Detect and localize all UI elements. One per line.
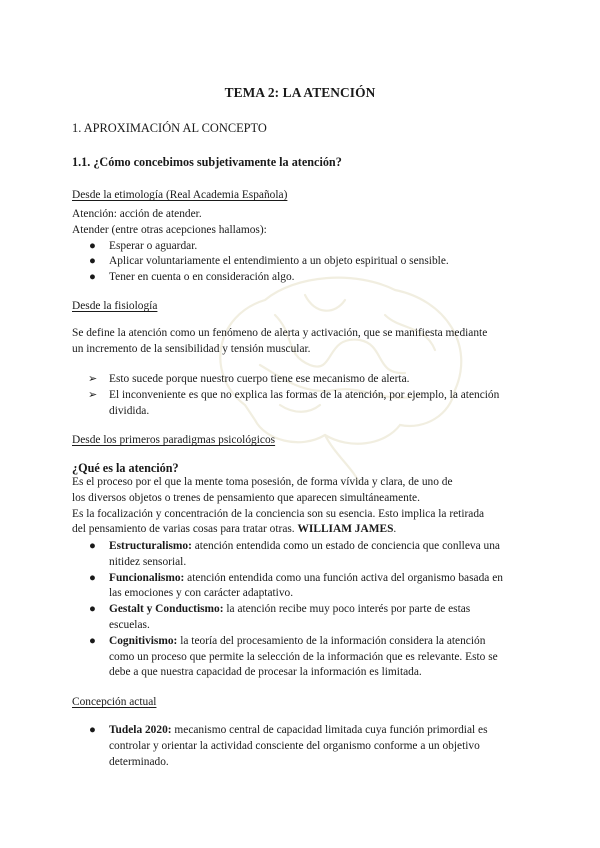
paragraph-line: Es la focalización y concentración de la conciencia son su esencia. Esto implica la retirada [72, 507, 485, 520]
etimologia-block [72, 207, 528, 286]
paradigmas-bullet-list [72, 539, 528, 681]
list-item [72, 602, 528, 634]
document-title: TEMA 2: LA ATENCIÓN [224, 85, 376, 100]
list-item-term: Cognitivismo: [109, 634, 178, 647]
paradigmas-paragraph [72, 475, 528, 538]
list-item-text: las emociones y con carácter adaptativo. [109, 587, 294, 600]
bullet-icon: ● [89, 239, 96, 252]
list-item-text: Aplicar voluntariamente el entendimiento a un objeto espiritual o sensible. [109, 255, 449, 268]
list-item-text: El inconveniente es que no explica las formas de la atención, por ejemplo, la atención [109, 388, 500, 401]
bullet-icon: ● [89, 603, 96, 616]
paragraph-line: Es el proceso por el que la mente toma posesión, de forma vívida y clara, de uno de [72, 476, 453, 488]
fisiologia-arrow-list [72, 372, 528, 419]
bullet-icon: ● [89, 634, 96, 647]
bullet-icon: ● [89, 571, 96, 584]
paragraph-line: los diversos objetos o trenes de pensamiento que aparecen simultáneamente. [72, 491, 420, 504]
section-heading: 1. APROXIMACIÓN AL CONCEPTO [72, 121, 267, 135]
bullet-icon: ● [89, 271, 96, 284]
paragraph-text: del pensamiento de varias cosas para tratar otras. [72, 523, 295, 536]
list-item-text: Esto sucede porque nuestro cuerpo tiene ese mecanismo de alerta. [109, 373, 410, 385]
list-item-term: Funcionalismo: [109, 571, 185, 584]
list-item-text: Tener en cuenta o en consideración algo. [109, 271, 295, 284]
bullet-list [72, 239, 528, 286]
fisiologia-paragraph [72, 326, 528, 358]
list-item-text: controlar y orientar la actividad consciente del organismo conforme a un objetivo [109, 739, 480, 752]
list-item-text: Esperar o aguardar. [109, 239, 198, 252]
fisiologia-heading: Desde la fisiología [72, 300, 158, 312]
list-item-text: atención entendida como un estado de conciencia que conlleva una [191, 540, 500, 552]
list-item-text: escuelas. [109, 618, 150, 631]
list-item [72, 539, 528, 571]
list-item-text: nitidez sensorial. [109, 555, 187, 568]
list-item [72, 571, 528, 603]
list-item [72, 723, 528, 770]
list-item-text: mecanismo central de capacidad limitada cuya función primordial es [171, 724, 488, 736]
etimologia-heading: Desde la etimología (Real Academia Española) [72, 189, 288, 201]
paradigmas-heading: Desde los primeros paradigmas psicológicos [72, 434, 276, 446]
list-item [72, 634, 528, 681]
list-item-text: dividida. [109, 404, 150, 417]
bullet-icon: ● [89, 540, 96, 552]
list-item-text: atención entendida como una función activa del organismo basada en [184, 571, 503, 584]
list-item [72, 254, 528, 270]
paragraph-line [72, 522, 528, 538]
author-suffix: . [393, 523, 397, 536]
list-item-text: la teoría del procesamiento de la información considera la atención [177, 634, 486, 647]
brain-watermark-icon [185, 255, 485, 485]
actual-bullet-list [72, 723, 528, 770]
bullet-icon: ● [89, 255, 96, 268]
list-item-text: debe a que nuestra capacidad de procesar la información es limitada. [109, 666, 422, 679]
paragraph-line: un incremento de la sensibilidad y tensión muscular. [72, 342, 311, 355]
arrow-bullet-icon: ➢ [88, 388, 98, 401]
list-item-text: la atención recibe muy poco interés por parte de estas [223, 603, 471, 616]
author-name: WILLIAM JAMES [297, 523, 394, 536]
list-item [72, 270, 528, 286]
list-item-text: como un proceso que permite la selección de la información que es relevante. Esto se [109, 650, 498, 663]
paragraph-line: Atención: acción de atender. [72, 208, 202, 220]
list-item-term: Tudela 2020: [109, 724, 172, 736]
list-item [72, 388, 528, 420]
paragraph-line: Atender (entre otras acepciones hallamos): [72, 223, 267, 236]
list-item [72, 372, 528, 388]
list-item-text: determinado. [109, 755, 169, 768]
list-item-term: Gestalt y Conductismo: [109, 603, 224, 616]
paragraph-line: Se define la atención como un fenómeno de alerta y activación, que se manifiesta mediante [72, 327, 488, 339]
actual-heading: Concepción actual [72, 696, 157, 708]
bullet-icon: ● [89, 724, 96, 736]
subsection-heading: 1.1. ¿Cómo concebimos subjetivamente la atención? [72, 155, 342, 169]
list-item [72, 239, 528, 255]
arrow-bullet-icon: ➢ [88, 373, 98, 385]
question-heading: ¿Qué es la atención? [72, 461, 179, 475]
list-item-term: Estructuralismo: [109, 540, 192, 552]
